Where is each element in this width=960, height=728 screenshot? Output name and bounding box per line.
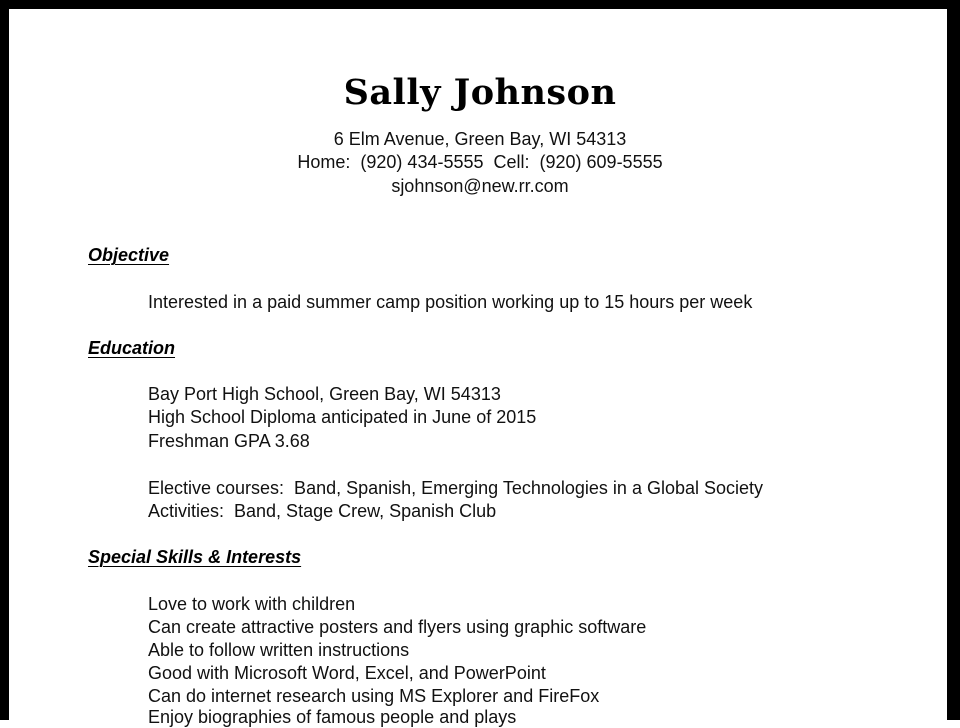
skills-line: Good with Microsoft Word, Excel, and PowerPoint: [148, 663, 546, 683]
skills-line: Enjoy biographies of famous people and plays: [148, 707, 517, 727]
skills-line: Can create attractive posters and flyers using graphic software: [148, 617, 647, 637]
phone-line: Home: (920) 434-5555 Cell: (920) 609-5555: [297, 152, 663, 172]
objective-text: Interested in a paid summer camp position working up to 15 hours per week: [148, 292, 753, 312]
skills-line: Can do internet research using MS Explorer and FireFox: [148, 686, 600, 706]
education-heading: Education: [88, 338, 176, 358]
skills-line: Love to work with children: [148, 594, 356, 614]
education-line: Freshman GPA 3.68: [148, 431, 310, 451]
education-line: Activities: Band, Stage Crew, Spanish Club: [148, 501, 497, 521]
objective-heading: Objective: [88, 245, 170, 265]
skills-line: Able to follow written instructions: [148, 640, 410, 660]
address-line: 6 Elm Avenue, Green Bay, WI 54313: [333, 129, 627, 149]
skills-heading: Special Skills & Interests: [88, 547, 302, 567]
applicant-name: Sally Johnson: [343, 72, 617, 113]
education-line: High School Diploma anticipated in June of 2015: [148, 407, 537, 427]
email-line: sjohnson@new.rr.com: [391, 176, 569, 196]
education-line: Bay Port High School, Green Bay, WI 54313: [148, 384, 501, 404]
education-line: Elective courses: Band, Spanish, Emerging Technologies in a Global Society: [148, 478, 764, 498]
